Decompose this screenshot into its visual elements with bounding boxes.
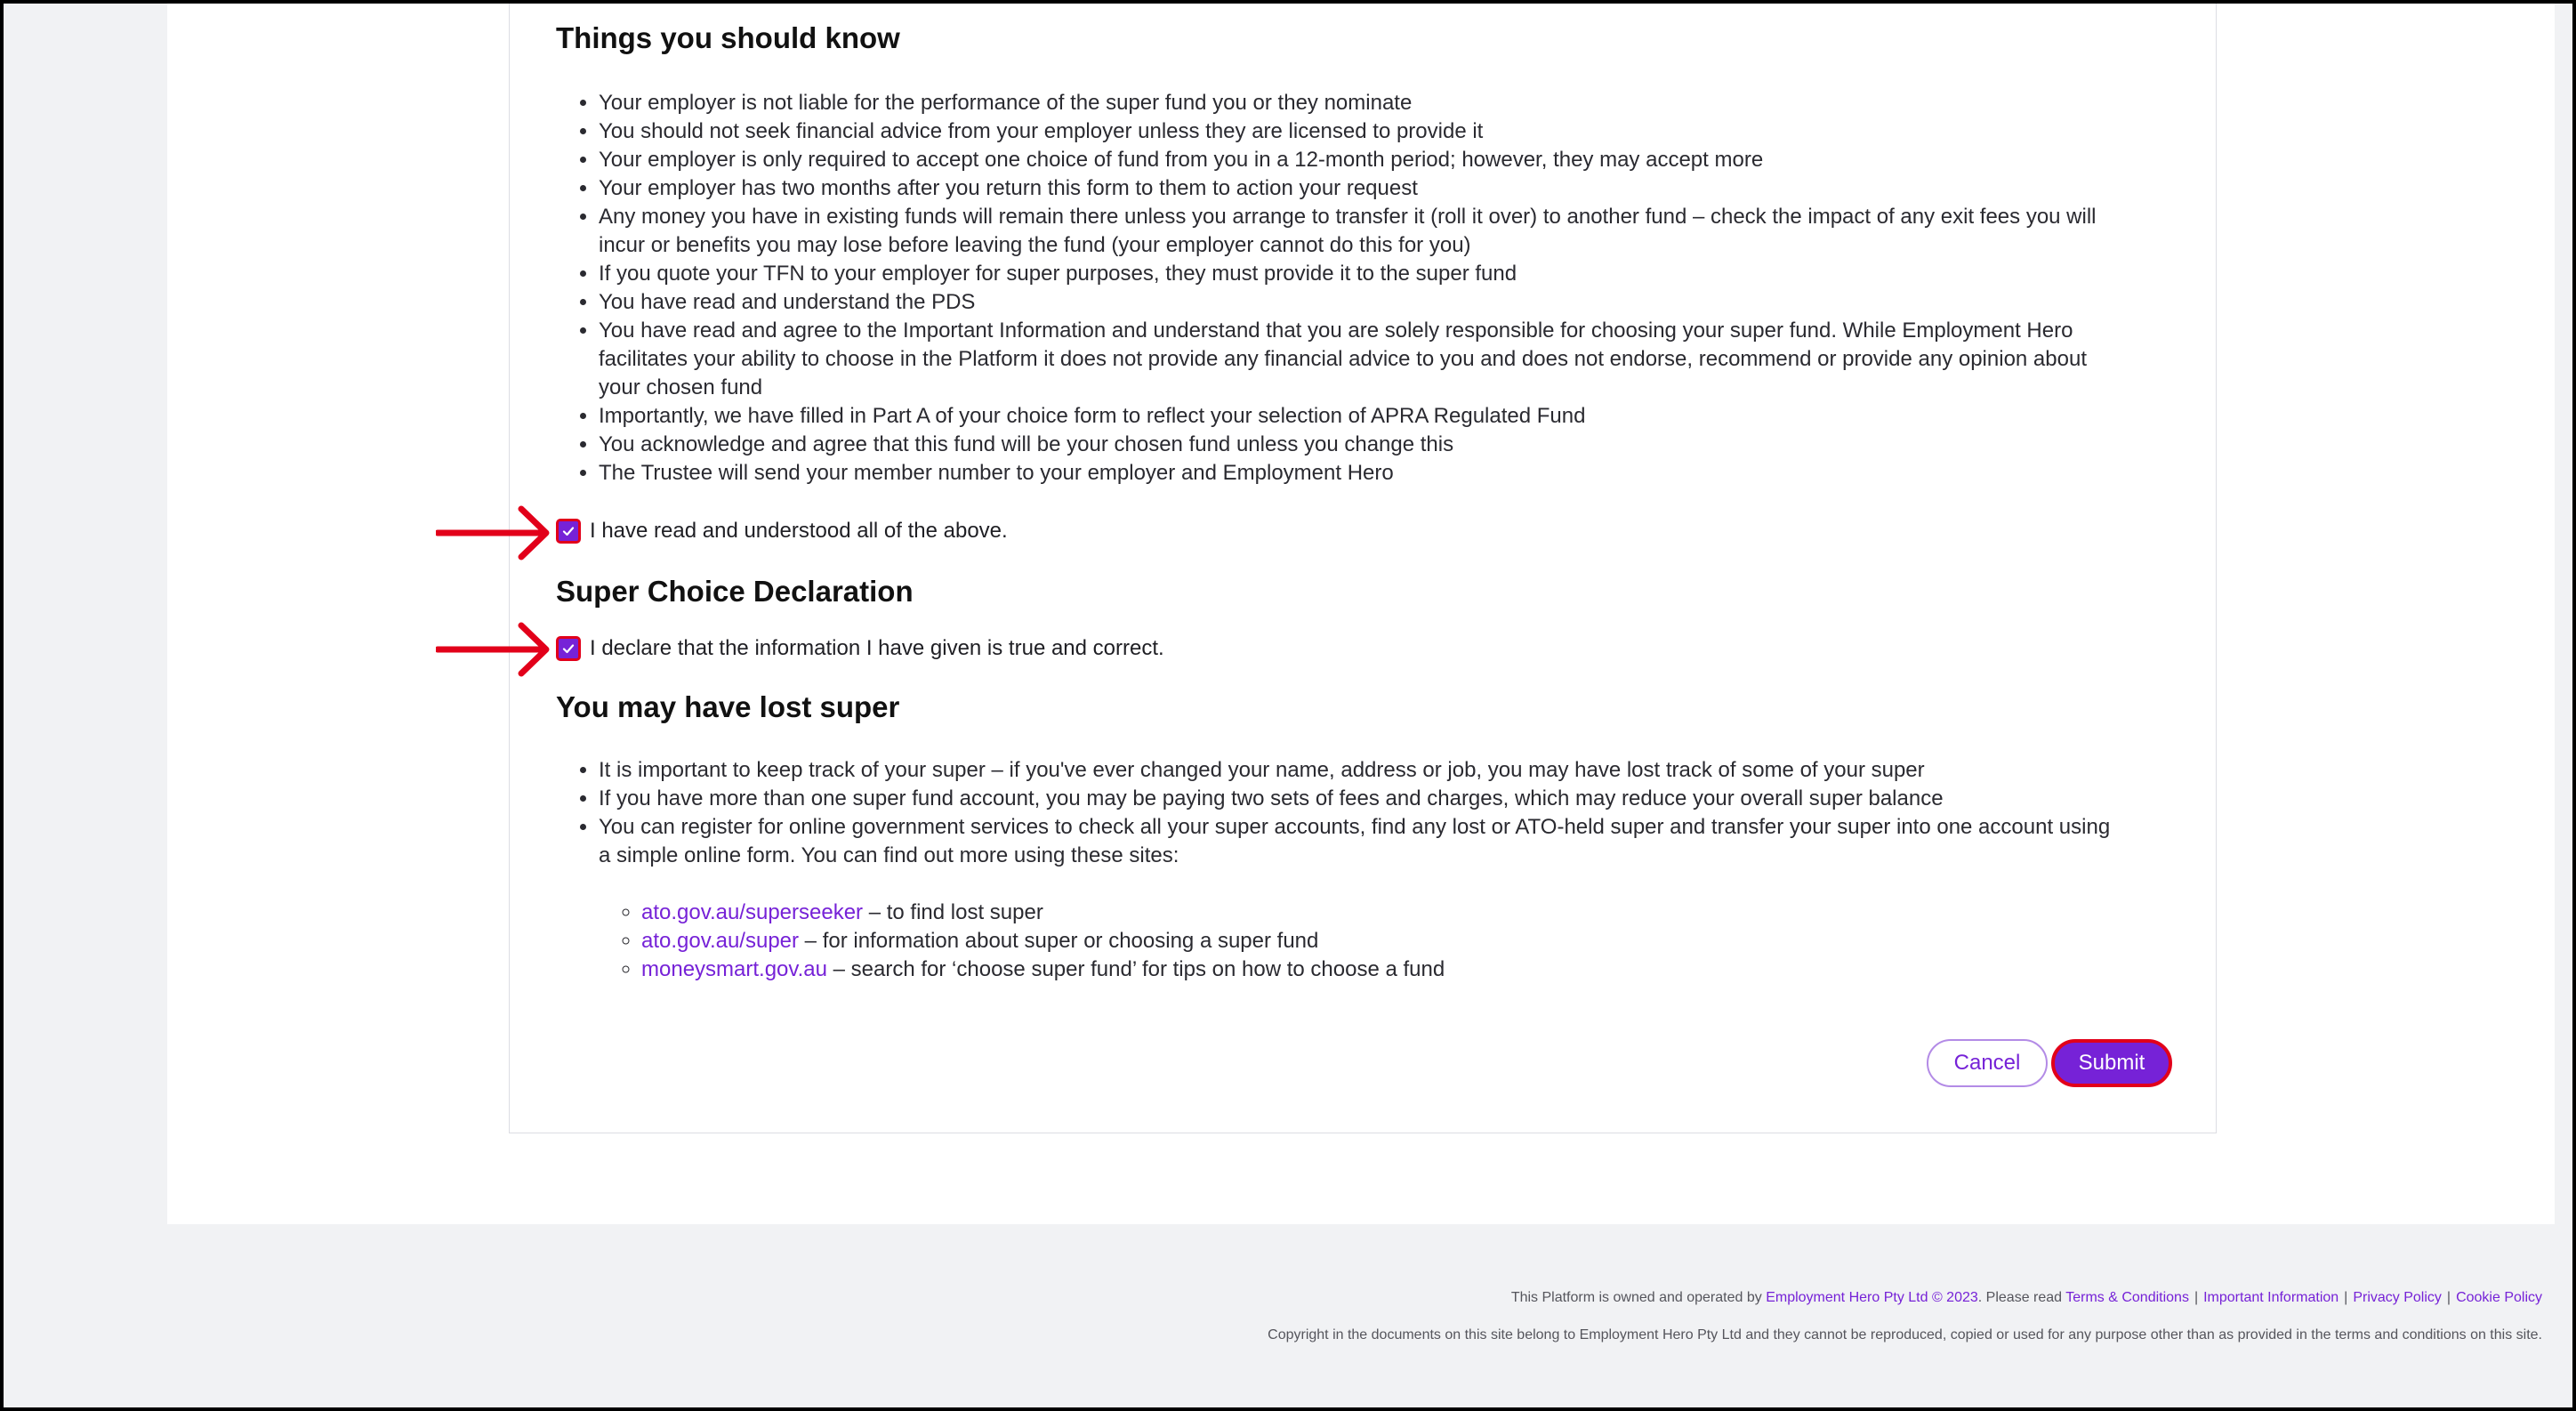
declaration-title: Super Choice Declaration [556, 575, 914, 608]
cookie-link[interactable]: Cookie Policy [2456, 1290, 2542, 1305]
lost-super-list [556, 756, 2121, 984]
list-item: • If you have more than one super fund account, you may be paying two sets of fees and charges, which may reduce your overall super balance [599, 785, 2121, 813]
arrow-right-icon [436, 504, 551, 562]
separator: | [2446, 1290, 2451, 1305]
list-item: • Your employer is only required to accept one choice of fund from you in a 12-month period; however, they may accept more [599, 146, 2121, 174]
list-item: • Your employer has two months after you return this form to them to action your request [599, 174, 2121, 203]
footer-ownership [1511, 1290, 2542, 1306]
list-item-text: You can register for online government services to check all your super accounts, find any lost or ATO-held super and transfer your super into one account using a simple online form. You can find out more using these sites: [599, 815, 2111, 867]
cancel-button[interactable]: Cancel [1927, 1039, 2048, 1087]
declaration-row [556, 636, 1164, 661]
declaration-label[interactable]: I declare that the information I have given is true and correct. [590, 636, 1164, 660]
list-item: • If you quote your TFN to your employer for super purposes, they must provide it to the super fund [599, 260, 2121, 288]
things-list [556, 89, 2121, 488]
list-item: • You have read and understand the PDS [599, 288, 2121, 317]
lost-super-title: You may have lost super [556, 690, 900, 723]
footer-text: This Platform is owned and operated by [1510, 1290, 1762, 1305]
acknowledge-row [556, 519, 1008, 544]
footer-text: . Please read [1977, 1290, 2063, 1305]
list-item: • Importantly, we have filled in Part A of your choice form to reflect your selection of APRA Regulated Fund [599, 402, 2121, 431]
declaration-checkbox[interactable] [556, 636, 581, 661]
link-item [641, 927, 2121, 955]
submit-button[interactable]: Submit [2051, 1039, 2172, 1087]
company-link[interactable]: Employment Hero Pty Ltd © 2023 [1766, 1290, 1978, 1305]
form-card [509, 4, 2217, 1133]
list-item: • Your employer is not liable for the performance of the super fund you or they nominate [599, 89, 2121, 117]
list-item: • It is important to keep track of your super – if you've ever changed your name, address or job, you may have lost track of some of your super [599, 756, 2121, 785]
link-item [641, 899, 2121, 927]
arrow-right-icon [436, 620, 551, 679]
acknowledge-label[interactable]: I have read and understood all of the above. [590, 519, 1008, 543]
separator: | [2344, 1290, 2348, 1305]
list-item [599, 813, 2121, 984]
important-info-link[interactable]: Important Information [2203, 1290, 2339, 1305]
terms-link[interactable]: Terms & Conditions [2065, 1290, 2189, 1305]
link-item [641, 955, 2121, 984]
ato-super-link[interactable]: ato.gov.au/super [641, 929, 800, 953]
list-item: • The Trustee will send your member number to your employer and Employment Hero [599, 459, 2121, 488]
list-item: • Any money you have in existing funds will remain there unless you arrange to transfer it (roll it over) to another fund – check the impact of any exit fees you will incur or benefits you may lose before leaving the fund (your employer cannot do this for you) [599, 203, 2121, 260]
link-description: – search for ‘choose super fund’ for tips on how to choose a fund [826, 957, 1445, 981]
link-description: – for information about super or choosing a super fund [799, 929, 1319, 953]
things-title: Things you should know [556, 21, 900, 54]
links-list [599, 899, 2121, 984]
link-description: – to find lost super [863, 900, 1043, 924]
superseeker-link[interactable]: ato.gov.au/superseeker [641, 900, 864, 924]
list-item: • You have read and agree to the Important Information and understand that you are solely responsible for choosing your super fund. While Employment Hero facilitates your ability to choose in the Platform it does not provide any financial advice to you and does not endorse, recommend or provide any opinion about your chosen fund [599, 317, 2121, 402]
privacy-link[interactable]: Privacy Policy [2353, 1290, 2442, 1305]
list-item: • You acknowledge and agree that this fund will be your chosen fund unless you change this [599, 431, 2121, 459]
acknowledge-checkbox[interactable] [556, 519, 581, 544]
check-icon [561, 641, 576, 656]
moneysmart-link[interactable]: moneysmart.gov.au [641, 957, 827, 981]
footer-copyright: Copyright in the documents on this site belong to Employment Hero Pty Ltd and they cannot be reproduced, copied or used for any purpose other than as provided in the terms and conditions on this site. [1268, 1327, 2542, 1342]
check-icon [561, 524, 576, 538]
separator: | [2194, 1290, 2199, 1305]
list-item: • You should not seek financial advice from your employer unless they are licensed to provide it [599, 117, 2121, 146]
